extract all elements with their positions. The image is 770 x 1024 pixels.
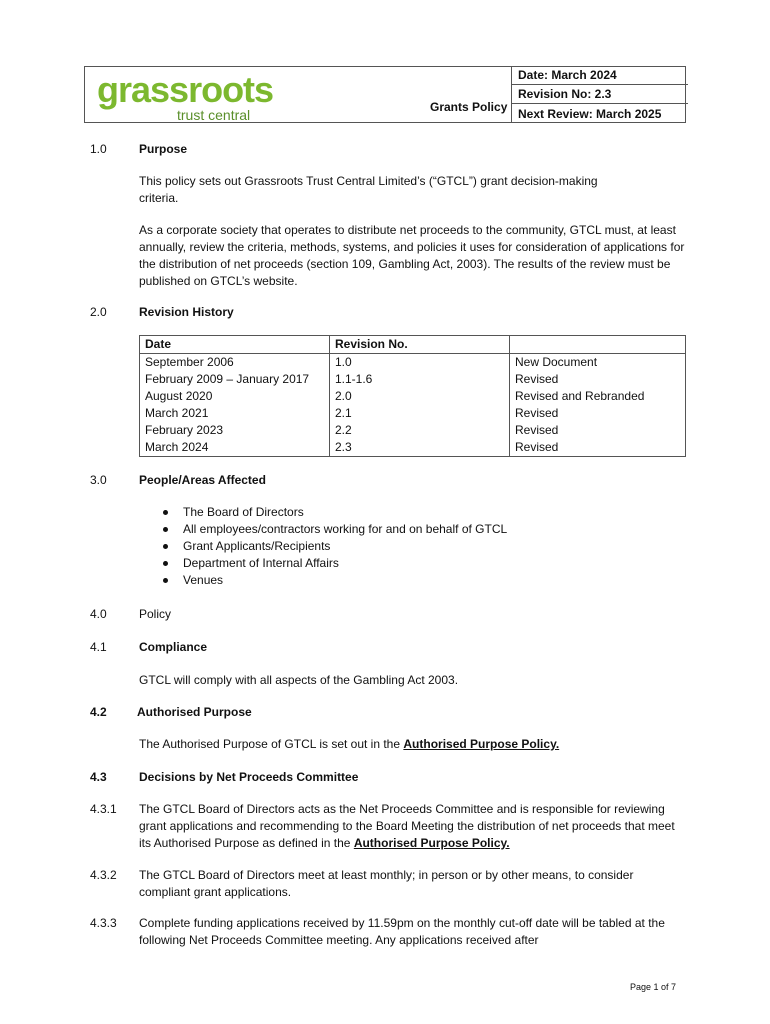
table-cell: September 2006 (140, 354, 330, 372)
compliance-paragraph: GTCL will comply with all aspects of the Gambling Act 2003. (139, 673, 459, 687)
affected-list (160, 504, 507, 589)
section-number: 4.3.2 (90, 868, 117, 882)
table-row (140, 388, 686, 405)
table-header-row (140, 336, 686, 354)
list-item: All employees/contractors working for and on behalf of GTCL (160, 521, 507, 538)
table-cell: August 2020 (140, 388, 330, 405)
table-cell: Revised (510, 371, 686, 388)
logo-subtitle: trust central (177, 107, 251, 123)
list-item: Department of Internal Affairs (160, 555, 507, 572)
document-meta (511, 66, 688, 123)
table-cell: February 2023 (140, 422, 330, 439)
list-item: Grant Applicants/Recipients (160, 538, 507, 555)
table-cell: Revised and Rebranded (510, 388, 686, 405)
section-number: 1.0 (90, 142, 107, 156)
table-cell: Revised (510, 439, 686, 457)
table-cell: 1.1-1.6 (330, 371, 510, 388)
section-number: 3.0 (90, 473, 107, 487)
section-heading-authorised-purpose: Authorised Purpose (137, 705, 252, 719)
column-header: Date (140, 336, 330, 354)
column-header: Revision No. (330, 336, 510, 354)
table-cell: February 2009 – January 2017 (140, 371, 330, 388)
table-cell: Revised (510, 422, 686, 439)
grassroots-logo (97, 69, 274, 123)
table-cell: New Document (510, 354, 686, 372)
table-cell: 1.0 (330, 354, 510, 372)
purpose-paragraph-1: This policy sets out Grassroots Trust Central Limited’s (“GTCL”) grant decision-making criteria. (139, 174, 598, 205)
column-header (510, 336, 686, 354)
section-number: 4.3.3 (90, 916, 117, 930)
paragraph-text: The Authorised Purpose of GTCL is set out in the (139, 737, 404, 751)
decisions-paragraph-1 (139, 801, 687, 852)
decisions-paragraph-3: Complete funding applications received by 11.59pm on the monthly cut-off date will be tabled at the following Net Proceeds Committee meeting. Any applications received after (139, 916, 665, 947)
table-cell: 2.3 (330, 439, 510, 457)
purpose-paragraph-2: As a corporate society that operates to distribute net proceeds to the community, GTCL must, at least annually, review the criteria, methods, systems, and policies it uses for consideration of applications for the distribution of net proceeds (section 109, Gambling Act, 2003). The results of the review must be published on GTCL’s website. (139, 223, 685, 288)
revision-history-table (139, 335, 686, 457)
section-heading-compliance: Compliance (139, 640, 208, 654)
section-number: 4.1 (90, 640, 107, 654)
section-number: 2.0 (90, 305, 107, 319)
table-row (140, 439, 686, 457)
section-number: 4.3 (90, 770, 107, 784)
section-heading-revision-history: Revision History (139, 305, 234, 319)
table-row (140, 371, 686, 388)
table-cell: 2.0 (330, 388, 510, 405)
list-item: The Board of Directors (160, 504, 507, 521)
section-number: 4.3.1 (90, 802, 117, 816)
section-heading-people-areas: People/Areas Affected (139, 473, 266, 487)
section-number: 4.2 (90, 705, 107, 719)
section-heading-policy: Policy (139, 607, 172, 621)
section-heading-purpose: Purpose (139, 142, 188, 156)
authorised-purpose-paragraph (139, 736, 687, 753)
logo-wordmark: grassroots (97, 69, 274, 110)
table-cell: 2.2 (330, 422, 510, 439)
meta-next-review: Next Review: March 2025 (518, 107, 662, 121)
table-row (140, 354, 686, 372)
authorised-purpose-policy-link[interactable]: Authorised Purpose Policy. (353, 836, 510, 850)
table-cell: March 2021 (140, 405, 330, 422)
list-item: Venues (160, 572, 507, 589)
policy-label: Grants Policy (430, 100, 508, 114)
table-cell: March 2024 (140, 439, 330, 457)
table-cell: Revised (510, 405, 686, 422)
decisions-paragraph-2: The GTCL Board of Directors meet at least monthly; in person or by other means, to consider compliant grant applications. (139, 868, 634, 899)
authorised-purpose-policy-link[interactable]: Authorised Purpose Policy. (403, 737, 560, 751)
table-row (140, 422, 686, 439)
meta-revision: Revision No: 2.3 (512, 85, 688, 104)
document-header (84, 66, 686, 123)
section-number: 4.0 (90, 607, 107, 621)
table-cell: 2.1 (330, 405, 510, 422)
table-row (140, 405, 686, 422)
page-number: Page 1 of 7 (630, 982, 677, 992)
section-heading-decisions: Decisions by Net Proceeds Committee (139, 770, 359, 784)
meta-date: Date: March 2024 (512, 66, 688, 85)
paragraph-text: The GTCL Board of Directors acts as the Net Proceeds Committee and is responsible for reviewing grant applications and recommending to the Board Meeting the distribution of net proceeds that meet its Authorised Purpose as defined in the (139, 802, 675, 850)
